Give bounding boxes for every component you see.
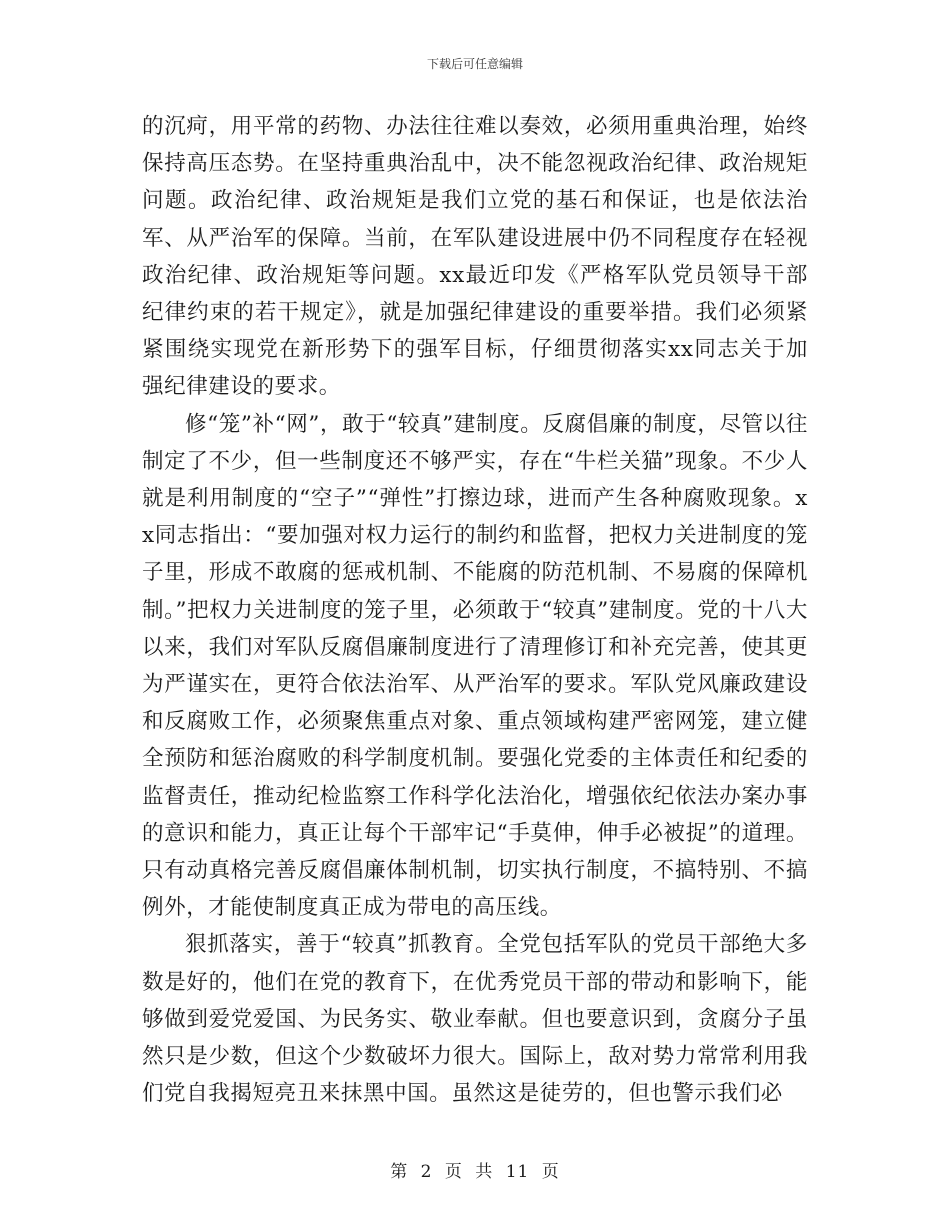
footer-page-word: 页: [444, 1162, 463, 1182]
paragraph-1: 的沉疴，用平常的药物、办法往往难以奏效，必须用重典治理，始终保持高压态势。在坚持重典治乱中，决不能忽视政治纪律、政治规矩问题。政治纪律、政治规矩是我们立党的基石和保证，也是依法治军、从严治军的保障。当前，在军队建设进展中仍不同程度存在轻视政治纪律、政治规矩等问题。xx最近印发《严格军队党员领导干部纪律约束的若干规定》，就是加强纪律建设的重要举措。我们必须紧紧围绕实现党在新形势下的强军目标，仔细贯彻落实xx同志关于加强纪律建设的要求。: [142, 114, 808, 400]
page-number-footer: [0, 1157, 950, 1182]
footer-prefix: 第: [390, 1162, 409, 1182]
paragraph-3: 狠抓落实，善于“较真”抓教育。全党包括军队的党员干部绝大多数是好的，他们在党的教育下，在优秀党员干部的带动和影响下，能够做到爱党爱国、为民务实、敬业奉献。但也要意识到，贪腐分子虽然只是少数，但这个少数破坏力很大。国际上，敌对势力常常利用我们党自我揭短亮丑来抹黑中国。虽然这是徒劳的，但也警示我们必: [142, 932, 808, 1107]
page-header: 下载后可任意编辑: [426, 57, 523, 71]
total-page-count: 11: [505, 1162, 530, 1182]
current-page-number: 2: [420, 1162, 433, 1182]
footer-suffix: 页: [541, 1162, 560, 1182]
document-body: [142, 108, 808, 1112]
footer-total-word: 共: [475, 1162, 494, 1182]
paragraph-2: 修“笼”补“网”，敢于“较真”建制度。反腐倡廉的制度，尽管以往制定了不少，但一些制度还不够严实，存在“牛栏关猫”现象。不少人就是利用制度的“空子”“弹性”打擦边球，进而产生各种腐败现象。xx同志指出：“要加强对权力运行的制约和监督，把权力关进制度的笼子里，形成不敢腐的惩戒机制、不能腐的防范机制、不易腐的保障机制。”把权力关进制度的笼子里，必须敢于“较真”建制度。党的十八大以来，我们对军队反腐倡廉制度进行了清理修订和补充完善，使其更为严谨实在，更符合依法治军、从严治军的要求。军队党风廉政建设和反腐败工作，必须聚焦重点对象、重点领域构建严密网笼，建立健全预防和惩治腐败的科学制度机制。要强化党委的主体责任和纪委的监督责任，推动纪检监察工作科学化法治化，增强依纪依法办案办事的意识和能力，真正让每个干部牢记“手莫伸，伸手必被捉”的道理。只有动真格完善反腐倡廉体制机制，切实执行制度，不搞特别、不搞例外，才能使制度真正成为带电的高压线。: [142, 411, 808, 921]
